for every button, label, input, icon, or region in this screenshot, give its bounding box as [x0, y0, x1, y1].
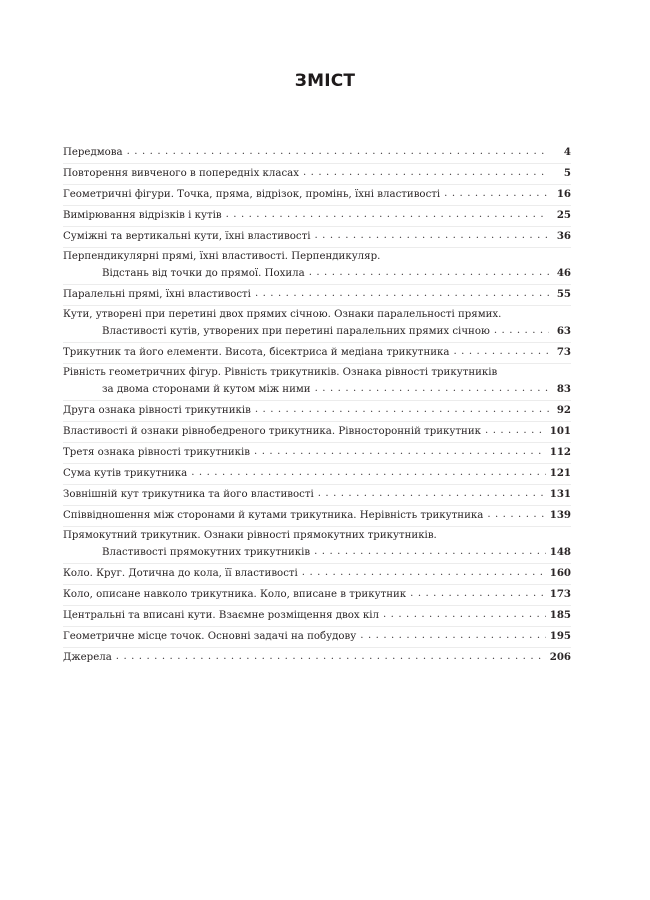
dot-leader — [453, 344, 549, 360]
dot-leader — [494, 323, 549, 339]
toc-entry-title-continuation: Відстань від точки до прямої. Похила — [102, 268, 305, 279]
toc-entry-title: Коло, описане навколо трикутника. Коло, вписане в трикутник — [63, 589, 407, 600]
toc-entry-title: Властивості й ознаки рівнобедреного трикутника. Рівносторонній трикутник — [63, 426, 482, 437]
toc-page-number: 131 — [549, 488, 571, 500]
dot-leader — [444, 186, 549, 202]
toc-entry-title: Коло. Круг. Дотична до кола, її властивості — [63, 568, 298, 579]
toc-page-number: 46 — [556, 267, 571, 279]
toc-entry[interactable] — [63, 463, 571, 484]
toc-entry-title: Вимірювання відрізків і кутів — [63, 210, 222, 221]
toc-page-number: 83 — [556, 383, 571, 395]
toc-entry-title: Джерела — [63, 652, 112, 663]
toc-entry[interactable] — [63, 563, 571, 584]
toc-entry-title: Суміжні та вертикальні кути, їхні властивості — [63, 231, 311, 242]
toc-entry[interactable] — [63, 226, 571, 247]
toc-entry-title: Центральні та вписані кути. Взаємне розміщення двох кіл — [63, 610, 379, 621]
dot-leader — [254, 444, 546, 460]
toc-entry-title: Рівність геометричних фігур. Рівність трикутників. Ознака рівності трикутників — [63, 367, 498, 378]
toc-entry-title: Сума кутів трикутника — [63, 468, 188, 479]
toc-entry-title: Геометричні фігури. Точка, пряма, відрізок, промінь, їхні властивості — [63, 189, 441, 200]
toc-entry[interactable] — [63, 626, 571, 647]
toc-entry[interactable] — [63, 342, 571, 363]
toc-entry-title: Кути, утворені при перетині двох прямих січною. Ознаки паралельності прямих. — [63, 309, 502, 320]
toc-entry-title: Прямокутний трикутник. Ознаки рівності прямокутних трикутників. — [63, 530, 437, 541]
toc-entry[interactable] — [63, 647, 571, 668]
dot-leader — [303, 165, 549, 181]
toc-entry[interactable] — [63, 484, 571, 505]
toc-page-number: 92 — [556, 404, 571, 416]
dot-leader — [314, 228, 549, 244]
toc-page-number: 36 — [556, 230, 571, 242]
dot-leader — [315, 381, 549, 397]
dot-leader — [318, 486, 546, 502]
toc-entry-title: Перпендикулярні прямі, їхні властивості. Перпендикуляр. — [63, 251, 381, 262]
toc-page-number: 121 — [549, 467, 571, 479]
toc-entry[interactable] — [63, 400, 571, 421]
toc-entry-title-continuation: за двома сторонами й кутом між ними — [102, 384, 311, 395]
toc-page-number: 63 — [556, 325, 571, 337]
toc-page-number: 206 — [549, 651, 571, 663]
toc-page-number: 25 — [556, 209, 571, 221]
toc-entry[interactable] — [63, 505, 571, 526]
toc-entry[interactable] — [63, 247, 571, 284]
toc-entry[interactable] — [63, 605, 571, 626]
toc-page-number: 173 — [549, 588, 571, 600]
dot-leader — [410, 586, 546, 602]
toc-page-number: 112 — [549, 446, 571, 458]
toc-entry[interactable] — [63, 184, 571, 205]
dot-leader — [116, 649, 546, 665]
toc-entry[interactable] — [63, 526, 571, 563]
dot-leader — [302, 565, 546, 581]
page-title: ЗМІСТ — [294, 71, 356, 91]
dot-leader — [226, 207, 549, 223]
toc-entry[interactable] — [63, 284, 571, 305]
toc-page-number: 139 — [549, 509, 571, 521]
toc-page-number: 5 — [563, 167, 571, 179]
toc-entry-title: Передмова — [63, 147, 123, 158]
toc-entry-title: Третя ознака рівності трикутників — [63, 447, 251, 458]
toc-entry-title-continuation: Властивості прямокутних трикутників — [102, 547, 311, 558]
dot-leader — [309, 265, 549, 281]
toc-page-number: 148 — [549, 546, 571, 558]
toc-entry[interactable] — [63, 421, 571, 442]
dot-leader — [487, 507, 545, 523]
toc-entry[interactable] — [63, 442, 571, 463]
toc-entry[interactable] — [63, 163, 571, 184]
dot-leader — [255, 286, 549, 302]
dot-leader — [360, 628, 545, 644]
toc-entry-title: Зовнішній кут трикутника та його властивості — [63, 489, 314, 500]
toc-page-number: 185 — [549, 609, 571, 621]
table-of-contents — [63, 143, 571, 668]
toc-page-number: 195 — [549, 630, 571, 642]
toc-page-number: 16 — [556, 188, 571, 200]
toc-page-number: 55 — [556, 288, 571, 300]
toc-entry-title: Співвідношення між сторонами й кутами трикутника. Нерівність трикутника — [63, 510, 484, 521]
toc-entry-title: Геометричне місце точок. Основні задачі на побудову — [63, 631, 357, 642]
dot-leader — [191, 465, 546, 481]
toc-entry-title: Трикутник та його елементи. Висота, бісектриса й медіана трикутника — [63, 347, 450, 358]
dot-leader — [255, 402, 549, 418]
toc-entry[interactable] — [63, 363, 571, 400]
toc-entry-title: Паралельні прямі, їхні властивості — [63, 289, 251, 300]
toc-entry[interactable] — [63, 584, 571, 605]
toc-page-number: 101 — [549, 425, 571, 437]
dot-leader — [127, 144, 549, 160]
toc-page-number: 73 — [556, 346, 571, 358]
dot-leader — [314, 544, 546, 560]
toc-entry-title: Друга ознака рівності трикутників — [63, 405, 251, 416]
dot-leader — [383, 607, 546, 623]
dot-leader — [485, 423, 546, 439]
toc-entry-title: Повторення вивченого в попередніх класах — [63, 168, 299, 179]
toc-page-number: 160 — [549, 567, 571, 579]
toc-entry[interactable] — [63, 305, 571, 342]
toc-page-number: 4 — [563, 146, 571, 158]
toc-entry-title-continuation: Властивості кутів, утворених при перетині паралельних прямих січною — [102, 326, 490, 337]
toc-entry[interactable] — [63, 143, 571, 163]
toc-entry[interactable] — [63, 205, 571, 226]
